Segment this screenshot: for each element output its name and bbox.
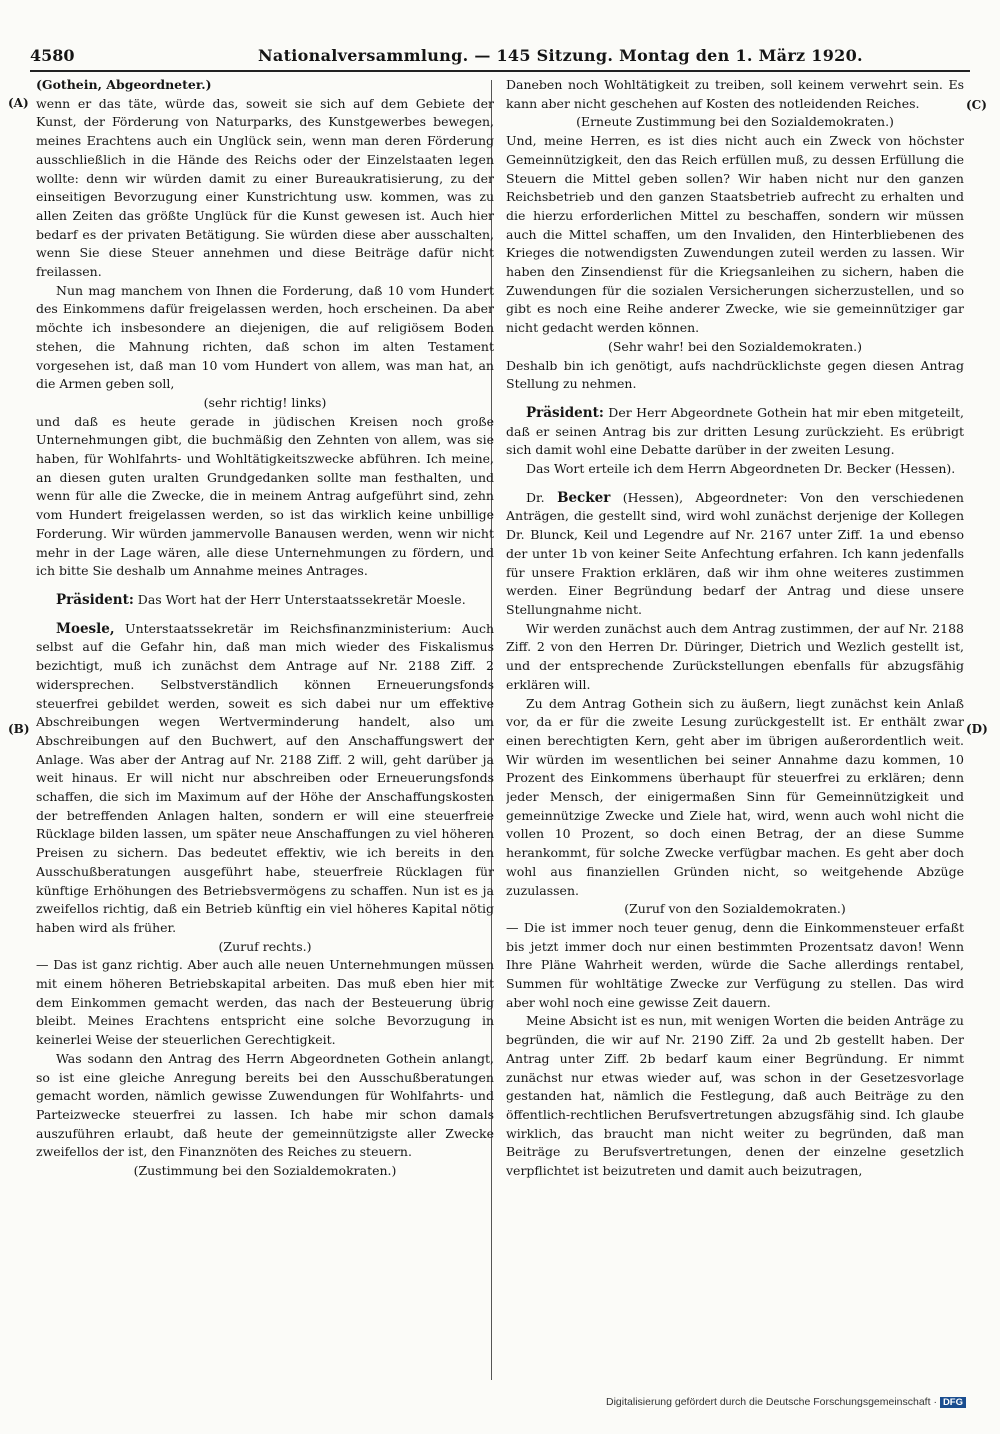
page-number: 4580 xyxy=(30,46,75,65)
interjection: (Erneute Zustimmung bei den Sozialdemokraten.) xyxy=(576,114,894,130)
paragraph: Zu dem Antrag Gothein sich zu äußern, liegt zunächst kein Anlaß vor, da er für die zweite Lesung zurückgestellt ist. Er enthält zwar einen berechtigten Kern, geht aber im übrigen außerordentlich weit. Wir würden im wesentlichen bei seiner Annahme dazu kommen, 10 Prozent des Einkommens überhaupt für steuerfrei zu erklären; denn jeder Mensch, der einigermaßen Sinn für Gemeinnützigkeit und gemeinnützige Zwecke und Ziele hat, wird, wenn auch wohl nicht die vollen 10 Prozent, so doch einen Betrag, der an diese Summe herankommt, für solche Zwecke verfügbar machen. Es geht aber doch wohl aus finanziellen Gründen nicht, so weitgehende Abzüge zuzulassen. xyxy=(506,695,964,898)
interjection: (Zustimmung bei den Sozialdemokraten.) xyxy=(133,1163,397,1179)
paragraph: Nun mag manchem von Ihnen die Forderung, daß 10 vom Hundert des Einkommens dafür freigelassen werden, hoch erscheinen. Da aber möchte ich insbesondere an diejenigen, die auf religiösem Boden stehen, die Mahnung richten, daß schon im alten Testament vorgesehen ist, daß man 10 vom Hundert von allem, was man hat, an die Armen geben soll, xyxy=(36,282,494,392)
statement-text: Der Herr Abgeordnete Gothein hat mir eben mitgeteilt, daß er seinen Antrag bis zur dritten Lesung zurückzieht. Es erübrigt sich damit wohl eine Debatte darüber in der zweiten Lesung. xyxy=(506,404,964,458)
left-column xyxy=(36,76,494,1386)
president-statement xyxy=(36,591,494,610)
statement-text: Das Wort hat der Herr Unterstaatssekretär Moesle. xyxy=(137,591,466,607)
paragraph: Meine Absicht ist es nun, mit wenigen Worten die beiden Anträge zu begründen, die wir auf Nr. 2190 Ziff. 2a und 2b gestellt haben. Der Antrag unter Ziff. 2b bedarf kaum einer Begründung. Er nimmt zunächst nur etwas wieder auf, was schon in der Gesetzesvorlage gestanden hat, nämlich die Festlegung, daß auch Beiträge zu den öffentlich-rechtlichen Berufsvertretungen abzugsfähig sind. Ich glaube wirklich, das braucht man nicht weiter zu begründen, daß man Beiträge zu Berufsvertretungen, denen der einzelne gesetzlich verpflichtet ist beizutreten und damit auch beizutragen, xyxy=(506,1013,964,1179)
speaker-name: Moesle, xyxy=(56,620,115,637)
digitization-credit xyxy=(606,1396,966,1408)
interjection: (Sehr wahr! bei den Sozialdemokraten.) xyxy=(607,338,863,354)
interjection: (sehr richtig! links) xyxy=(203,394,327,410)
speaker-name: Becker xyxy=(557,489,611,506)
speech-becker xyxy=(506,489,964,620)
paragraph: und daß es heute gerade in jüdischen Kreisen noch große Unternehmungen gibt, die buchmäßig den Zehnten von allem, was sie haben, für Wohlfahrts- und Wohltätigkeitszwecke abführen. Ich meine, an diesen guten uralten Grundgedanken sollte man festhalten, und wenn für alle die Zwecke, die in meinem Antrag aufgeführt sind, zehn vom Hundert freigelassen werden, so ist das wirklich keine unbillige Forderung. Wir würden jammervolle Banausen werden, wenn wir nicht mehr in der Lage wären, alle diese Unternehmungen zu fördern, und ich bitte Sie deshalb um Annahme meines Antrages. xyxy=(36,413,494,579)
speaker-label: Präsident: xyxy=(526,404,604,421)
speech-text: Unterstaatssekretär im Reichsfinanzministerium: Auch selbst auf die Gefahr hin, daß man mich wieder des Fiskalismus bezichtigt, muß ich zunächst dem Antrage auf Nr. 2188 Ziff. 2 widersprechen. Selbstverständlich können Erneuerungsfonds steuerfrei gebildet werden, soweit es sich dabei nur um effektive Abschreibungen wegen Wertverminderung handelt, also um Abschreibungen auf den Buchwert, auf den Anschaffungswert der Anlage. Was aber der Antrag auf Nr. 2188 Ziff. 2 will, geht darüber ja weit hinaus. Er will nicht nur abschreiben oder Erneuerungsfonds schaffen, die sich im Maximum auf der Höhe der Anschaffungskosten der betreffenden Anlagen halten, sondern er will eine steuerfreie Rücklage bilden lassen, um später neue Anschaffungen zu viel höheren Preisen zu sichern. Das bedeutet effektiv, wie ich bereits in den Ausschußberatungen ausgeführt habe, steuerfreie Rücklagen für künftige Erhöhungen des Betriebsvermögens zu schaffen. Nun ist es ja zweifellos richtig, daß ein Betrieb künftig ein viel höheres Kapital nötig haben wird als früher. xyxy=(36,620,494,935)
paragraph: wenn er das täte, würde das, soweit sie sich auf dem Gebiete der Kunst, der Förderung von Naturparks, des Kunstgewerbes bewegen, meines Erachtens auch ein Unglück sein, wenn man deren Förderung ausschließlich in die Hände des Reichs oder der Einzelstaaten legen wollte: denn wir würden damit zu einer Bureaukratisierung, zu der einseitigen Bevorzugung einer Kunstrichtung usw. kommen, was zu allen Zeiten das größte Unglück für die Kunst gewesen ist. Auch hier bedarf es der privaten Betätigung. Sie würden diese aber ausschalten, wenn Sie diese Steuer annehmen und diese Beiträge dafür nicht freilassen. xyxy=(36,95,494,280)
margin-letter-d: (D) xyxy=(966,722,988,736)
dfg-logo: DFG xyxy=(940,1397,966,1408)
paragraph: Das Wort erteile ich dem Herrn Abgeordneten Dr. Becker (Hessen). xyxy=(526,461,956,477)
paragraph: Und, meine Herren, es ist dies nicht auch ein Zweck von höchster Gemeinnützigkeit, den das Reich erfüllen muß, zu dessen Erfüllung die Steuern die Mittel geben sollen? Wir haben nicht nur den ganzen Reichsbetrieb und den ganzen Staatsbetrieb aufrecht zu erhalten und die hierzu erforderlichen Mittel zu beschaffen, sondern wir müssen auch die Mittel schaffen, um den Invaliden, den Hinterbliebenen des Krieges die notwendigsten Zuwendungen zuteil werden zu lassen. Wir haben den Zinsendienst für die Kriegsanleihen zu sichern, haben die Zuwendungen für die sozialen Versicherungen sicherzustellen, und so gibt es noch eine Reihe anderer Zwecke, wie sie gemeinnütziger gar nicht gedacht werden können. xyxy=(506,133,964,336)
credit-text: Digitalisierung gefördert durch die Deutsche Forschungsgemeinschaft · xyxy=(606,1396,937,1408)
page-running-title: Nationalversammlung. — 145 Sitzung. Montag den 1. März 1920. xyxy=(258,46,863,65)
paragraph: Wir werden zunächst auch dem Antrag zustimmen, der auf Nr. 2188 Ziff. 2 von den Herren Dr. Düringer, Dietrich und Wezlich gestellt ist, und der entsprechende Zurückstellungen ebenfalls für abzugsfähig erklären will. xyxy=(506,620,964,692)
speaker-title: Dr. xyxy=(526,489,545,505)
speaker-label: Präsident: xyxy=(56,591,134,608)
paragraph: Deshalb bin ich genötigt, aufs nachdrücklichste gegen diesen Antrag Stellung zu nehmen. xyxy=(506,357,964,392)
interjection: (Zuruf von den Sozialdemokraten.) xyxy=(624,901,846,917)
margin-letter-c: (C) xyxy=(966,98,987,112)
speech-text: (Hessen), Abgeordneter: Von den verschiedenen Anträgen, die gestellt sind, wird wohl zunächst derjenige der Kollegen Dr. Blunck, Keil und Legendre auf Nr. 2167 unter Ziff. 1a und ebenso der unter 1b von keiner Seite Anfechtung erfahren. Ich kann jedenfalls für unsere Fraktion erklären, daß wir ihm ohne weiteres zustimmen werden. Einer Begründung bedarf der Antrag und diese unsere Stellungnahme nicht. xyxy=(506,489,964,617)
margin-letter-b: (B) xyxy=(8,722,30,736)
margin-letter-a: (A) xyxy=(8,96,29,110)
paragraph: Was sodann den Antrag des Herrn Abgeordneten Gothein anlangt, so ist eine gleiche Anregung bereits bei den Ausschußberatungen gemacht worden, nämlich gewisse Zuwendungen für Wohlfahrts- und Parteizwecke steuerfrei zu lassen. Ich habe mir schon damals auszuführen erlaubt, daß heute der gemeinnützigste aller Zwecke zweifellos der ist, den Finanznöten des Reiches zu steuern. xyxy=(36,1050,494,1160)
paragraph: — Die ist immer noch teuer genug, denn die Einkommensteuer erfaßt bis jetzt immer doch nur einen bestimmten Prozentsatz davon! Wenn Ihre Pläne Wahrheit werden, würde die Sache allerdings rentabel, Summen für wohltätige Zwecke zur Verfügung zu stellen. Das wird aber wohl noch eine gewisse Zeit dauern. xyxy=(506,919,964,1010)
right-column xyxy=(506,76,964,1386)
paragraph: Daneben noch Wohltätigkeit zu treiben, soll keinem verwehrt sein. Es kann aber nicht geschehen auf Kosten des notleidenden Reiches. xyxy=(506,77,964,111)
president-statement xyxy=(506,404,964,460)
paragraph: — Das ist ganz richtig. Aber auch alle neuen Unternehmungen müssen mit einem höheren Betriebskapital arbeiten. Das muß eben hier mit dem Einkommen gemacht werden, das nach der Besteuerung übrig bleibt. Meines Erachtens entspricht eine solche Bevorzugung in keinerlei Weise der steuerlichen Gerechtigkeit. xyxy=(36,957,494,1048)
page-header xyxy=(30,44,970,72)
speaker-context: (Gothein, Abgeordneter.) xyxy=(36,77,212,92)
speech-moesle xyxy=(36,620,494,938)
interjection: (Zuruf rechts.) xyxy=(218,938,312,954)
